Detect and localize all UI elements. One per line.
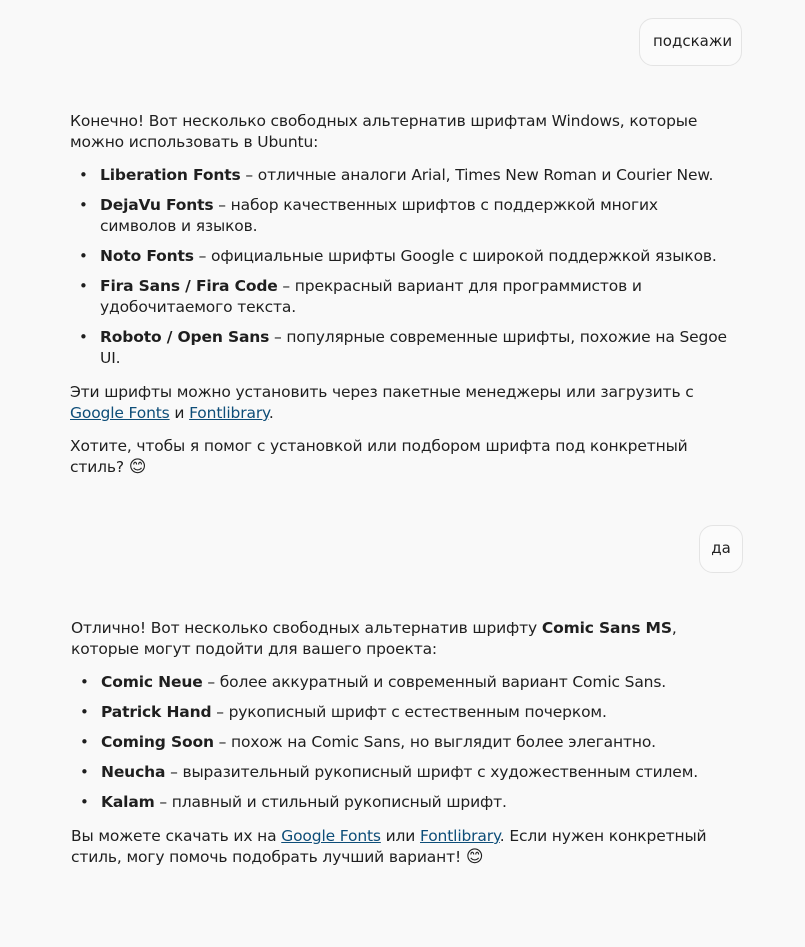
font-name: Patrick Hand (101, 703, 212, 721)
font-name: Comic Neue (101, 673, 203, 691)
list-item (70, 246, 730, 267)
font-name: Coming Soon (101, 733, 214, 751)
bullet-icon: • (79, 328, 88, 346)
assistant-outro (70, 382, 730, 424)
assistant-intro (71, 618, 731, 660)
smile-emoji-icon: 😊 (465, 847, 484, 867)
outro-text: Эти шрифты можно установить через пакетные менеджеры или загрузить с (70, 383, 694, 401)
assistant-question (70, 436, 730, 478)
user-message-text: да (711, 539, 731, 557)
list-item (70, 276, 730, 318)
list-item (71, 792, 731, 813)
outro-text: . Если нужен конкретный стиль, могу помочь подобрать лучший вариант! (71, 827, 707, 866)
google-fonts-link[interactable]: Google Fonts (281, 827, 381, 845)
font-name: DejaVu Fonts (100, 196, 214, 214)
font-desc: – похож на Comic Sans, но выглядит более элегантно. (213, 733, 656, 751)
fontlibrary-link[interactable]: Fontlibrary (189, 404, 269, 422)
list-item (71, 672, 731, 693)
assistant-intro: Конечно! Вот несколько свободных альтернатив шрифтам Windows, которые можно использовать в Ubuntu: (70, 112, 698, 151)
bullet-icon: • (79, 196, 88, 214)
font-name: Kalam (101, 793, 155, 811)
list-item (71, 762, 731, 783)
fontlibrary-link[interactable]: Fontlibrary (420, 827, 500, 845)
outro-text: и (169, 404, 190, 422)
list-item (70, 165, 730, 186)
assistant-message-1 (70, 111, 730, 478)
assistant-outro (71, 826, 731, 868)
font-list (70, 165, 730, 369)
font-desc: – отличные аналоги Arial, Times New Roman и Courier New. (240, 166, 714, 184)
list-item (70, 327, 730, 369)
list-item (70, 195, 730, 237)
list-item (71, 732, 731, 753)
font-name: Noto Fonts (100, 247, 194, 265)
font-desc: – плавный и стильный рукописный шрифт. (154, 793, 507, 811)
font-desc: – прекрасный вариант для программистов и удобочитаемого текста. (100, 277, 642, 316)
intro-text: Отлично! Вот несколько свободных альтернатив шрифту (71, 619, 542, 637)
font-name: Roboto / Open Sans (100, 328, 270, 346)
user-message-2 (699, 525, 743, 573)
font-desc: – официальные шрифты Google с широкой поддержкой языков. (193, 247, 717, 265)
font-name: Fira Sans / Fira Code (100, 277, 278, 295)
font-desc: – популярные современные шрифты, похожие на Segoe UI. (100, 328, 727, 367)
font-name: Neucha (101, 763, 166, 781)
outro-text: . (268, 404, 274, 422)
user-message-1 (639, 18, 742, 66)
outro-text: Вы можете скачать их на (71, 827, 282, 845)
font-desc: – рукописный шрифт с естественным почерком. (211, 703, 607, 721)
list-item (71, 702, 731, 723)
bullet-icon: • (80, 673, 89, 691)
user-message-text: подскажи (653, 32, 733, 50)
bullet-icon: • (79, 166, 88, 184)
outro-text: или (380, 827, 421, 845)
intro-bold: Comic Sans MS (541, 619, 672, 637)
bullet-icon: • (79, 277, 88, 295)
smile-emoji-icon: 😊 (128, 457, 147, 477)
bullet-icon: • (80, 733, 89, 751)
font-desc: – выразительный рукописный шрифт с художественным стилем. (165, 763, 699, 781)
font-desc: – более аккуратный и современный вариант Comic Sans. (202, 673, 667, 691)
bullet-icon: • (80, 703, 89, 721)
font-name: Liberation Fonts (100, 166, 241, 184)
font-list (71, 672, 731, 813)
font-desc: – набор качественных шрифтов с поддержкой многих символов и языков. (100, 196, 658, 235)
bullet-icon: • (80, 763, 89, 781)
intro-text: , которые могут подойти для вашего проекта: (71, 619, 677, 658)
bullet-icon: • (79, 247, 88, 265)
question-text: Хотите, чтобы я помог с установкой или подбором шрифта под конкретный стиль? (70, 437, 688, 476)
bullet-icon: • (80, 793, 89, 811)
google-fonts-link[interactable]: Google Fonts (70, 404, 170, 422)
assistant-message-2 (71, 618, 731, 868)
